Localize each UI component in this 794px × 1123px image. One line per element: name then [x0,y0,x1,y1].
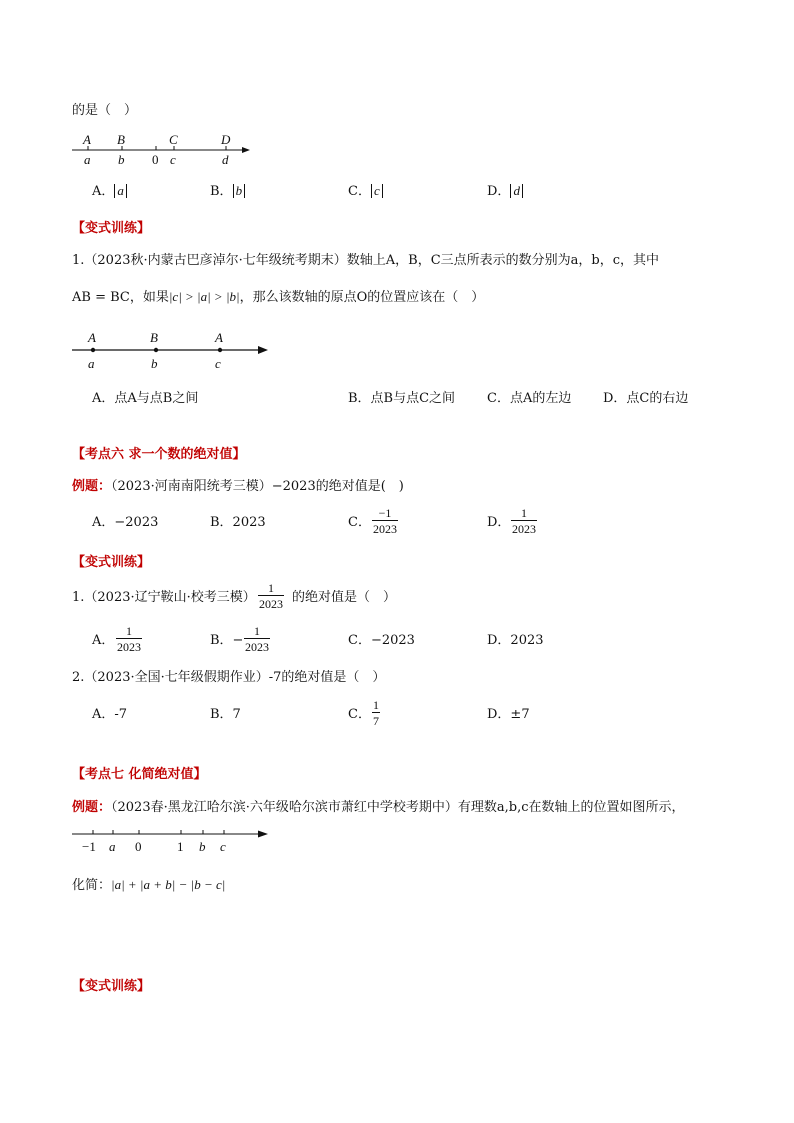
k6-q2-option-d[interactable]: D．±7 [487,707,530,722]
abs-expression: |a| + |a + b| − |b − c| [111,877,226,892]
k6-ex-option-d-label[interactable]: D． [487,515,511,530]
k6-q2-option-a[interactable]: A．-7 [92,707,128,722]
value-label: c [170,152,176,167]
point-label: C [169,132,178,147]
k6-ex-option-c-label[interactable]: C． [348,515,371,530]
value-label: c [215,356,221,371]
tick-label: 1 [177,839,184,854]
k6-ex-option-a[interactable]: A．−2023 [92,515,159,530]
point-label: B [150,330,158,345]
tick-label: a [109,839,116,854]
tick-label: 0 [135,839,142,854]
value-label: b [151,356,158,371]
k6-ex-option-b[interactable]: B．2023 [210,515,266,530]
point-dot [218,348,222,352]
k6-q1-suffix: 的绝对值是（ ） [292,590,397,605]
point-label: B [117,132,125,147]
option-c[interactable]: C． c [348,184,383,198]
point-label: A [83,132,91,147]
number-line-abcd [72,132,272,172]
point-label: A [215,330,223,345]
tick-label: b [199,839,206,854]
k7-example: 例题：（2023春·黑龙江哈尔滨·六年级哈尔滨市萧红中学校考期中）有理数a,b,c在数轴上的位置如图所示， [72,800,685,815]
k6-q2-option-c-label[interactable]: C． [348,707,371,722]
k6-q1-option-b-label[interactable]: B．− [210,633,244,648]
abs-condition: |c| > |a| > |b| [168,289,240,304]
point-label: A [88,330,96,345]
point-dot [91,348,95,352]
variant-training-heading: 【变式训练】 [72,555,151,570]
example-label: 例题： [72,479,112,494]
section-heading-k6: 【考点六 求一个数的绝对值】 [72,447,246,462]
value-label: d [222,152,229,167]
fraction: $\frac{1}{2023}$ [245,624,269,654]
tick-label: −1 [82,839,96,854]
fraction: $\frac{1}{2023}$ [117,624,141,654]
k6-q2: 2.（2023·全国·七年级假期作业）-7的绝对值是（ ） [72,670,386,685]
option-b[interactable]: B． b [210,184,245,198]
option-d[interactable]: D． d [487,184,523,198]
k6-q1-option-a-label[interactable]: A． [92,633,115,648]
axis-arrow [242,147,250,153]
k6-example: 例题：（2023·河南南阳统考三模）−2023的绝对值是( ) [72,479,404,494]
section-heading-k7: 【考点七 化简绝对值】 [72,767,207,782]
v1-option-d[interactable]: D．点C的右边 [603,391,689,406]
value-label: a [84,152,91,167]
value-label: a [88,356,95,371]
k6-q1-prefix: 1.（2023·辽宁鞍山·校考三模） [72,590,256,605]
fraction: $\frac{-1}{2023}$ [373,506,397,536]
tick-label: c [220,839,226,854]
variant-training-heading: 【变式训练】 [72,979,151,994]
v1-option-a[interactable]: A．点A与点B之间 [92,391,199,406]
v1-line1: 1.（2023秋·内蒙古巴彦淖尔·七年级统考期末）数轴上A，B，C三点所表示的数分别为a，b，c，其中 [72,253,659,268]
zero-label: 0 [152,152,159,167]
axis-arrow [258,831,268,838]
point-label: D [221,132,231,147]
value-label: b [118,152,125,167]
fraction: $\frac{1}{7}$ [373,698,379,728]
k6-q2-option-b[interactable]: B．7 [210,707,241,722]
k7-simplify: 化简：|a| + |a + b| − |b − c| [72,877,226,893]
example-label: 例题： [72,800,112,815]
option-a[interactable]: A． a [92,184,127,198]
k6-q1-option-d[interactable]: D．2023 [487,633,544,648]
number-line-k7 [72,826,292,856]
variant-training-heading: 【变式训练】 [72,221,151,236]
question-stem-tail: 的是（ ） [72,103,138,118]
axis-arrow [258,346,268,354]
v1-option-b[interactable]: B．点B与点C之间 [348,391,456,406]
number-line-abc [72,328,292,372]
fraction: $\frac{1}{2023}$ [512,506,536,536]
fraction: $\frac{1}{2023}$ [259,581,283,611]
v1-line2: AB = BC，如果|c| > |a| > |b|，那么该数轴的原点O的位置应该在（ ） [72,289,485,305]
k6-q1-option-c[interactable]: C．−2023 [348,633,415,648]
point-dot [154,348,158,352]
v1-option-c[interactable]: C．点A的左边 [487,391,572,406]
